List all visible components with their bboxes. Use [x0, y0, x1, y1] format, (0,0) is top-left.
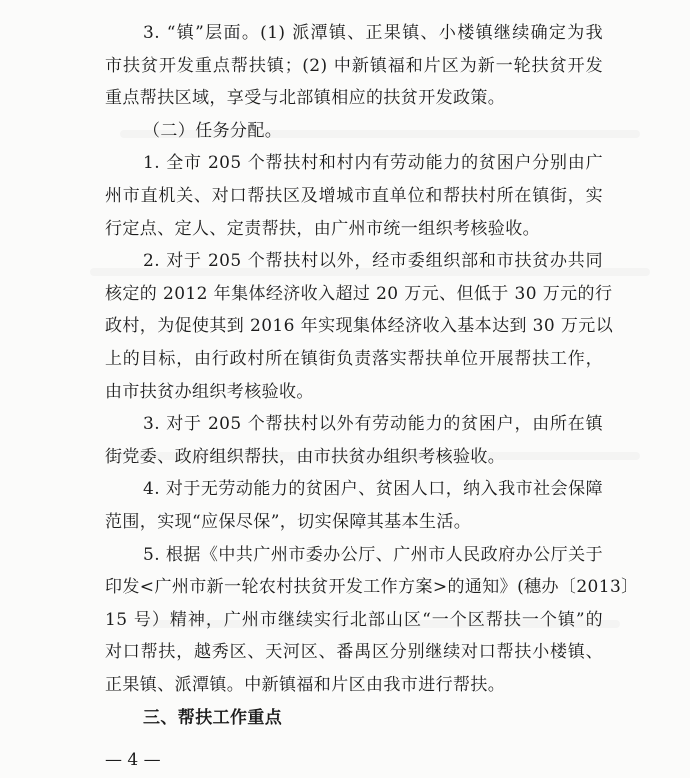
- paragraph-line: 范围，实现“应保尽保”，切实保障其基本生活。: [105, 512, 472, 532]
- paragraph-line: 印发<广州市新一轮农村扶贫开发工作方案>的通知》(穗办〔2013〕: [105, 577, 639, 598]
- paragraph-line: 2. 对于 205 个帮扶村以外，经市委组织部和市扶贫办共同: [143, 251, 603, 272]
- paragraph-line: 上的目标，由行政村所在镇街负责落实帮扶单位开展帮扶工作，: [105, 349, 603, 369]
- paragraph-line: 核定的 2012 年集体经济收入超过 20 万元、但低于 30 万元的行: [105, 283, 613, 304]
- paragraph-line: 4. 对于无劳动能力的贫困户、贫困人口，纳入我市社会保障: [143, 479, 603, 500]
- page-number: — 4 —: [105, 750, 161, 770]
- paragraph-line: 由市扶贫办组织考核验收。: [105, 381, 314, 402]
- paragraph-line: 街党委、政府组织帮扶，由市扶贫办组织考核验收。: [105, 446, 506, 467]
- paragraph-line: 政村，为促使其到 2016 年实现集体经济收入基本达到 30 万元以: [105, 316, 614, 337]
- paragraph-line: 行定点、定人、定责帮扶，由广州市统一组织考核验收。: [105, 218, 540, 239]
- paragraph-line: 3. “镇”层面。(1) 派潭镇、正果镇、小楼镇继续确定为我: [143, 23, 603, 43]
- paragraph-line: 正果镇、派潭镇。中新镇福和片区由我市进行帮扶。: [105, 675, 506, 695]
- paragraph-line: 州市直机关、对口帮扶区及增城市直单位和帮扶村所在镇街，实: [105, 186, 603, 206]
- section-heading: 三、帮扶工作重点: [143, 707, 283, 728]
- paragraph-line: 5. 根据《中共广州市委办公厅、广州市人民政府办公厅关于: [143, 544, 603, 565]
- paragraph-line: 对口帮扶，越秀区、天河区、番禺区分别继续对口帮扶小楼镇、: [105, 642, 603, 663]
- paragraph-line: 3. 对于 205 个帮扶村以外有劳动能力的贫困户，由所在镇: [143, 414, 603, 435]
- paragraph-line: 市扶贫开发重点帮扶镇；(2) 中新镇福和片区为新一轮扶贫开发: [105, 55, 603, 76]
- section-subheading: （二）任务分配。: [143, 120, 283, 141]
- paragraph-line: 1. 全市 205 个帮扶村和村内有劳动能力的贫困户分别由广: [143, 153, 603, 174]
- paragraph-line: 重点帮扶区域，享受与北部镇相应的扶贫开发政策。: [105, 88, 506, 109]
- paragraph-line: 15 号）精神，广州市继续实行北部山区“一个区帮扶一个镇”的: [105, 609, 603, 630]
